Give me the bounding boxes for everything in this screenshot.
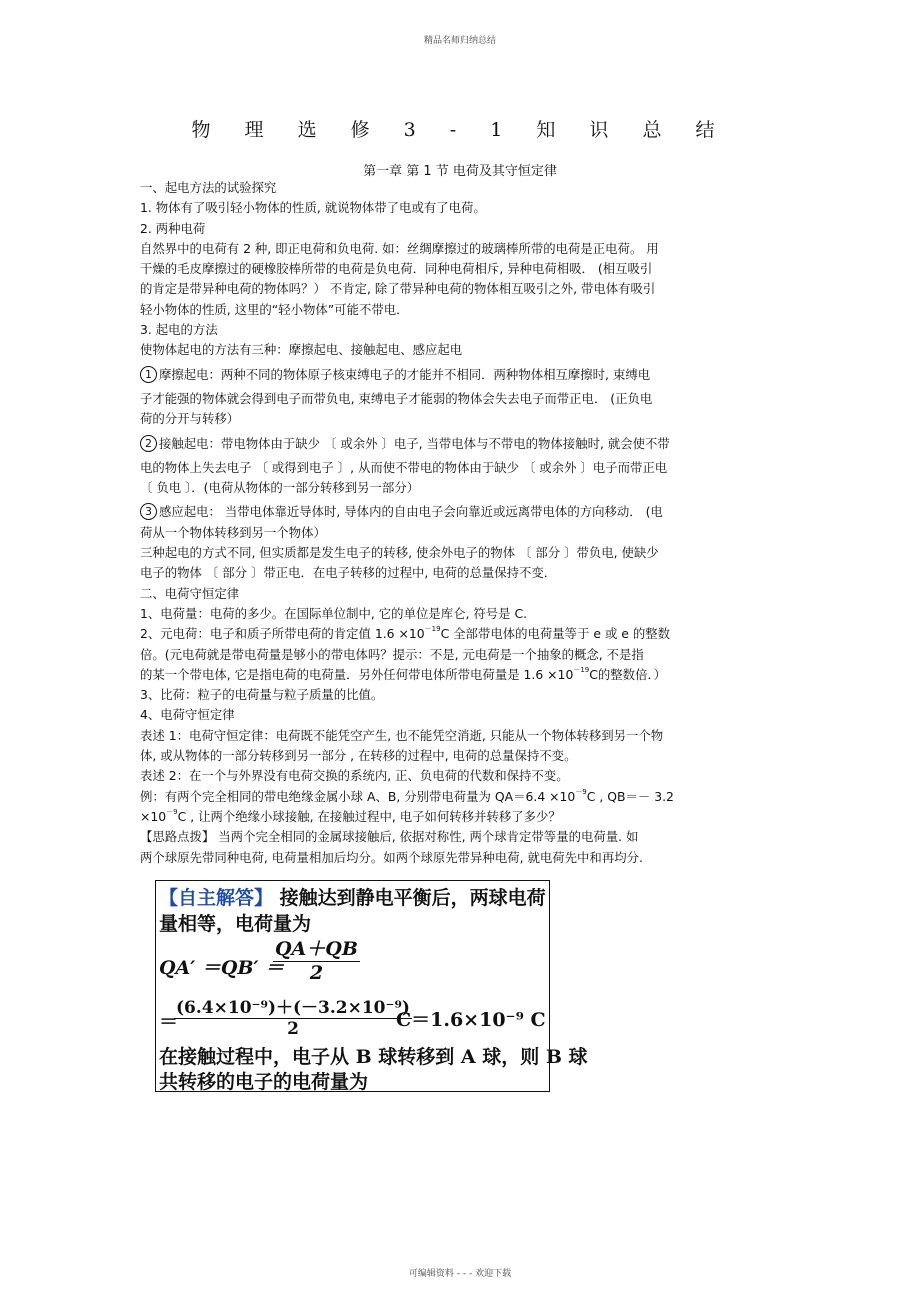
text-span: 接触起电：带电物体由于缺少 〔 或余外 〕电子, 当带电体与不带电的物体接触时, 就会使不带 <box>159 435 670 451</box>
paragraph-line: 体, 或从物体的一部分转移到另一部分 , 在转移的过程中, 电荷的总量保持不变。 <box>140 748 577 764</box>
text-span: 感应起电： 当带电体靠近导体时, 导体内的自由电子会向靠近或远离带电体的方向移动． (电 <box>159 504 663 520</box>
paragraph-line <box>140 807 782 827</box>
fraction-numerator: QA＋QB <box>273 934 360 962</box>
exponent: －19 <box>573 665 590 674</box>
answer-line <box>159 883 546 910</box>
fraction-sum <box>273 934 360 984</box>
equation-lhs: QA′ ＝QB′ ＝ <box>159 957 285 979</box>
exponent: －9 <box>575 787 587 796</box>
equation-result: C＝1.6×10⁻⁹ C <box>396 1009 546 1031</box>
circled-number: 1 <box>140 366 157 383</box>
paragraph-line: 的肯定是带异种电荷的物体吗？） 不肯定, 除了带异种电荷的物体相互吸引之外, 带电体有吸引 <box>140 281 656 297</box>
text-span: ×10 <box>140 808 167 824</box>
paragraph-line <box>140 624 782 644</box>
answer-line: 在接触过程中，电子从 B 球转移到 A 球，则 B 球 <box>159 1046 588 1068</box>
paragraph-line: 子才能强的物体就会得到电子而带负电, 束缚电子才能弱的物体会失去电子而带正电． (正负电 <box>140 390 653 406</box>
paragraph-line: 倍。(元电荷就是带电荷量是够小的带电体吗？提示：不是, 元电荷是一个抽象的概念, 不是指 <box>140 646 644 662</box>
answer-line: 共转移的电子的电荷量为 <box>159 1071 369 1093</box>
paragraph-line: 荷从一个物体转移到另一个物体） <box>140 524 326 540</box>
text-span: 接触达到静电平衡后，两球电荷 <box>279 887 546 909</box>
text-span: 的某一个带电体, 它是指电荷的电荷量．另外任何带电体所带电荷量是 1.6 ×10 <box>140 666 574 682</box>
subsection-heading: 4、电荷守恒定律 <box>140 707 235 723</box>
paragraph-line <box>140 434 782 454</box>
paragraph-line: 〔 负电 〕．(电荷从物体的一部分转移到另一部分） <box>140 480 420 496</box>
text-span: C , 让两个绝缘小球接触, 在接触过程中, 电子如何转移并转移了多少？ <box>177 808 561 824</box>
page-title: 物 理 选 修 3 - 1 知 识 总 结 <box>191 119 729 141</box>
exponent: －19 <box>424 625 441 634</box>
equation-prefix: ＝ <box>159 1011 179 1033</box>
paragraph-line <box>140 665 782 685</box>
paragraph-line: 自然界中的电荷有 2 种, 即正电荷和负电荷. 如：丝绸摩擦过的玻璃棒所带的电荷是正电荷。 用 <box>140 240 659 256</box>
answer-tag: 【自主解答】 <box>159 887 274 909</box>
fraction-denominator: 2 <box>287 1019 299 1039</box>
paragraph-line <box>140 787 782 807</box>
page-header: 精品名师归纳总结 <box>423 36 496 46</box>
paragraph-line: 干燥的毛皮摩擦过的硬橡胶棒所带的电荷是负电荷．同种电荷相斥, 异种电荷相吸． (相互吸引 <box>140 261 653 277</box>
document-body <box>140 178 782 868</box>
paragraph-line: 电子的物体 〔 部分 〕带正电．在电子转移的过程中, 电荷的总量保持不变． <box>140 565 557 581</box>
section-heading: 一、起电方法的试验探究 <box>140 180 277 195</box>
text-span: 2、元电荷：电子和质子所带电荷的肯定值 1.6 ×10 <box>140 626 425 642</box>
paragraph-line: 1、电荷量：电荷的多少。在国际单位制中, 它的单位是库仑, 符号是 C. <box>140 605 528 621</box>
paragraph-line: 轻小物体的性质, 这里的“轻小物体”可能不带电． <box>140 301 409 317</box>
subsection-heading: 3. 起电的方法 <box>140 322 218 338</box>
paragraph-line: 3、比荷：粒子的电荷量与粒子质量的比值。 <box>140 687 384 703</box>
paragraph-line: 三种起电的方式不同, 但实质都是发生电子的转移, 使余外电子的物体 〔 部分 〕带负电, 使缺少 <box>140 545 659 561</box>
paragraph-line: 荷的分开与转移） <box>140 411 240 427</box>
paragraph-line: 表述 1：电荷守恒定律：电荷既不能凭空产生, 也不能凭空消逝, 只能从一个物体转移到另一个物 <box>140 727 664 743</box>
circled-number: 2 <box>140 435 157 452</box>
chapter-subtitle: 第一章 第 1 节 电荷及其守恒定律 <box>363 164 557 179</box>
paragraph-line: 1. 物体有了吸引轻小物体的性质, 就说物体带了电或有了电荷。 <box>140 200 486 216</box>
section-heading: 二、电荷守恒定律 <box>140 585 240 601</box>
paragraph-line: 【思路点拨】 当两个完全相同的金属球接触后, 依据对称性, 两个球肯定带等量的电荷量. 如 <box>140 829 639 845</box>
paragraph-line: 表述 2：在一个与外界没有电荷交换的系统内, 正、负电荷的代数和保持不变。 <box>140 768 569 784</box>
page-footer: 可编辑资料 - - - 欢迎下载 <box>408 1269 512 1279</box>
text-span: C的整数倍．） <box>589 666 667 682</box>
paragraph-line: 使物体起电的方法有三种：摩擦起电、接触起电、感应起电 <box>140 342 463 358</box>
text-span: C , QB＝－ 3.2 <box>586 788 674 804</box>
answer-line: 量相等，电荷量为 <box>159 913 312 935</box>
fraction-values <box>174 993 412 1039</box>
paragraph-line: 两个球原先带同种电荷, 电荷量相加后均分。如两个球原先带异种电荷, 就电荷先中和再均分. <box>140 849 643 865</box>
paragraph-line <box>140 365 782 385</box>
text-span: 摩擦起电：两种不同的物体原子核束缚电子的才能并不相同．两种物体相互摩擦时, 束缚电 <box>159 366 651 382</box>
fraction-numerator: (6.4×10⁻⁹)＋(－3.2×10⁻⁹) <box>174 993 412 1019</box>
paragraph-line <box>140 502 782 522</box>
circled-number: 3 <box>140 503 157 520</box>
subsection-heading: 2. 两种电荷 <box>140 220 206 236</box>
paragraph-line: 电的物体上失去电子 〔 或得到电子 〕, 从而使不带电的物体由于缺少 〔 或余外 〕电子而带正电 <box>140 459 668 475</box>
answer-box <box>155 880 588 1093</box>
text-span: 例：有两个完全相同的带电绝缘金属小球 A、B, 分别带电荷量为 QA＝6.4 ×10 <box>140 788 576 804</box>
exponent: －9 <box>166 807 178 816</box>
fraction-denominator: 2 <box>309 962 324 984</box>
text-span: C 全部带电体的电荷量等于 e 或 e 的整数 <box>440 626 671 642</box>
